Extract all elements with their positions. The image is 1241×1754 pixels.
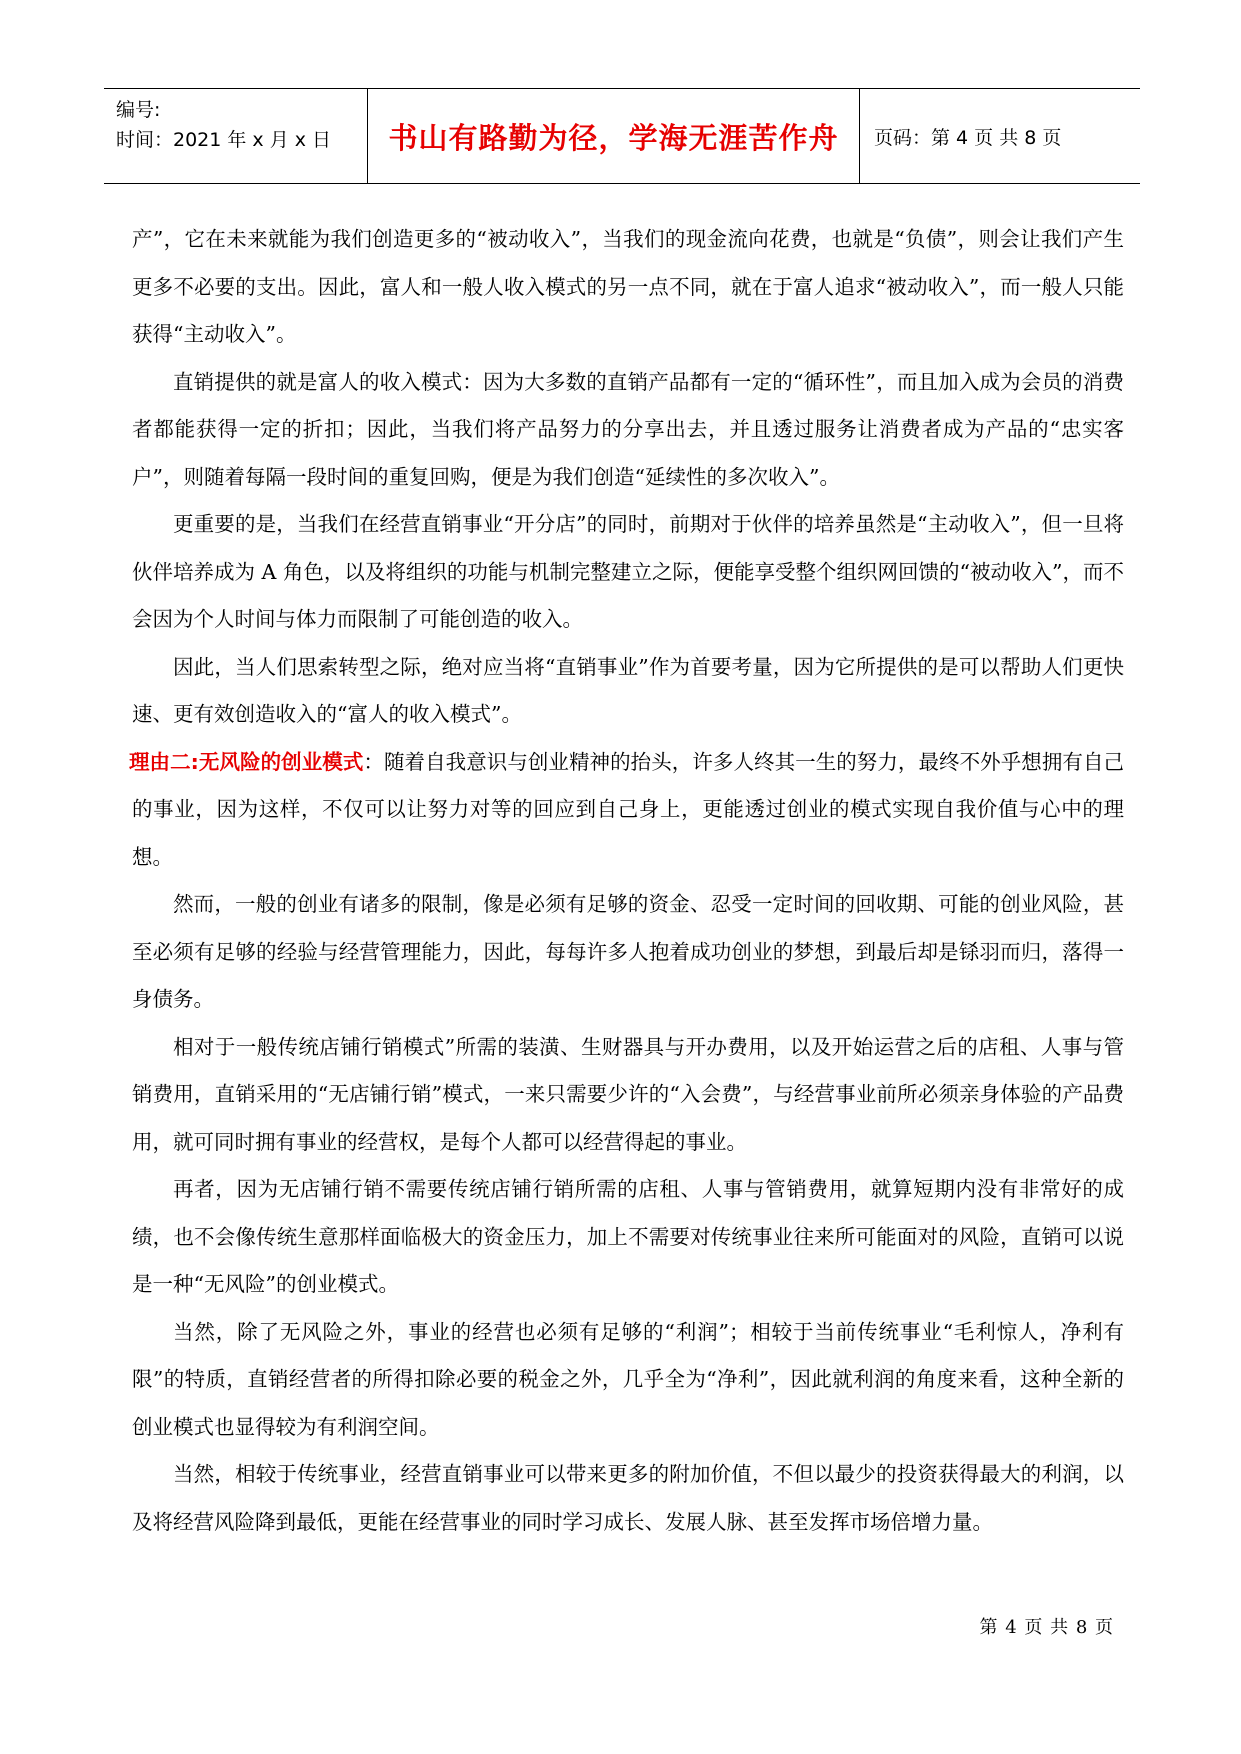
- header-info-cell: [104, 89, 368, 183]
- paragraph-6: 然而，一般的创业有诸多的限制，像是必须有足够的资金、忍受一定时间的回收期、可能的创业风险，甚至必须有足够的经验与经营管理能力，因此，每每许多人抱着成功创业的梦想，到最后却是铩羽而归，落得一身债务。: [132, 892, 1124, 1011]
- paragraph-8: 再者，因为无店铺行销不需要传统店铺行销所需的店租、人事与管销费用，就算短期内没有非常好的成绩，也不会像传统生意那样面临极大的资金压力，加上不需要对传统事业往来所可能面对的风险，直销可以说是一种“无风险”的创业模式。: [132, 1177, 1124, 1296]
- header-motto: 书山有路勤为径，学海无涯苦作舟: [368, 89, 860, 183]
- paragraph-7: 相对于一般传统店铺行销模式”所需的装潢、生财器具与开办费用，以及开始运营之后的店租、人事与管销费用，直销采用的“无店铺行销”模式，一来只需要少许的“入会费”，与经营事业前所必须亲身体验的产品费用，就可同时拥有事业的经营权，是每个人都可以经营得起的事业。: [132, 1034, 1124, 1154]
- reason-two-paragraph: [129, 739, 1125, 882]
- time-label: 时间：2021 年 x 月 x 日: [116, 129, 332, 151]
- paragraph-4: 因此，当人们思索转型之际，绝对应当将“直销事业”作为首要考量，因为它所提供的是可以帮助人们更快速、更有效创造收入的“富人的收入模式”。: [132, 654, 1124, 726]
- paragraph-9: 当然，除了无风险之外，事业的经营也必须有足够的“利润”；相较于当前传统事业“毛利惊人，净利有限”的特质，直销经营者的所得扣除必要的税金之外，几乎全为“净利”，因此就利润的角度来看，这种全新的创业模式也显得较为有利润空间。: [132, 1319, 1124, 1439]
- paragraph-1: 产”，它在未来就能为我们创造更多的“被动收入”，当我们的现金流向花费，也就是“负债”，则会让我们产生更多不必要的支出。因此，富人和一般人收入模式的另一点不同，就在于富人追求“被动收入”，而一般人只能获得“主动收入”。: [132, 227, 1124, 346]
- page-header: [104, 88, 1140, 184]
- paragraph-3: 更重要的是，当我们在经营直销事业“开分店”的同时，前期对于伙伴的培养虽然是“主动收入”，但一旦将伙伴培养成为 A 角色，以及将组织的功能与机制完整建立之际，便能享受整个组织网回馈的“被动收入”，而不会因为个人时间与体力而限制了可能创造的收入。: [132, 512, 1124, 631]
- reason-two-text: 随着自我意识与创业精神的抬头，许多人终其一生的努力，最终不外乎想拥有自己的事业，因为这样，不仅可以让努力对等的回应到自己身上，更能透过创业的模式实现自我价值与心中的理想。: [132, 749, 1125, 869]
- serial-number-label: 编号:: [116, 99, 161, 121]
- paragraph-2: 直销提供的就是富人的收入模式：因为大多数的直销产品都有一定的“循环性”，而且加入成为会员的消费者都能获得一定的折扣；因此，当我们将产品努力的分享出去，并且透过服务让消费者成为产品的“忠实客户”，则随着每隔一段时间的重复回购，便是为我们创造“延续性的多次收入”。: [132, 369, 1124, 489]
- reason-two-heading: 理由二:无风险的创业模式: [129, 749, 364, 774]
- header-page-number: 页码：第 4 页 共 8 页: [874, 126, 1062, 149]
- page-footer: 第 4 页 共 8 页: [979, 1617, 1114, 1638]
- reason-two-colon: ：: [363, 749, 384, 774]
- document-body: [129, 216, 1125, 1546]
- paragraph-10: 当然，相较于传统事业，经营直销事业可以带来更多的附加价值，不但以最少的投资获得最大的利润，以及将经营风险降到最低，更能在经营事业的同时学习成长、发展人脉、甚至发挥市场倍增力量。: [132, 1462, 1124, 1534]
